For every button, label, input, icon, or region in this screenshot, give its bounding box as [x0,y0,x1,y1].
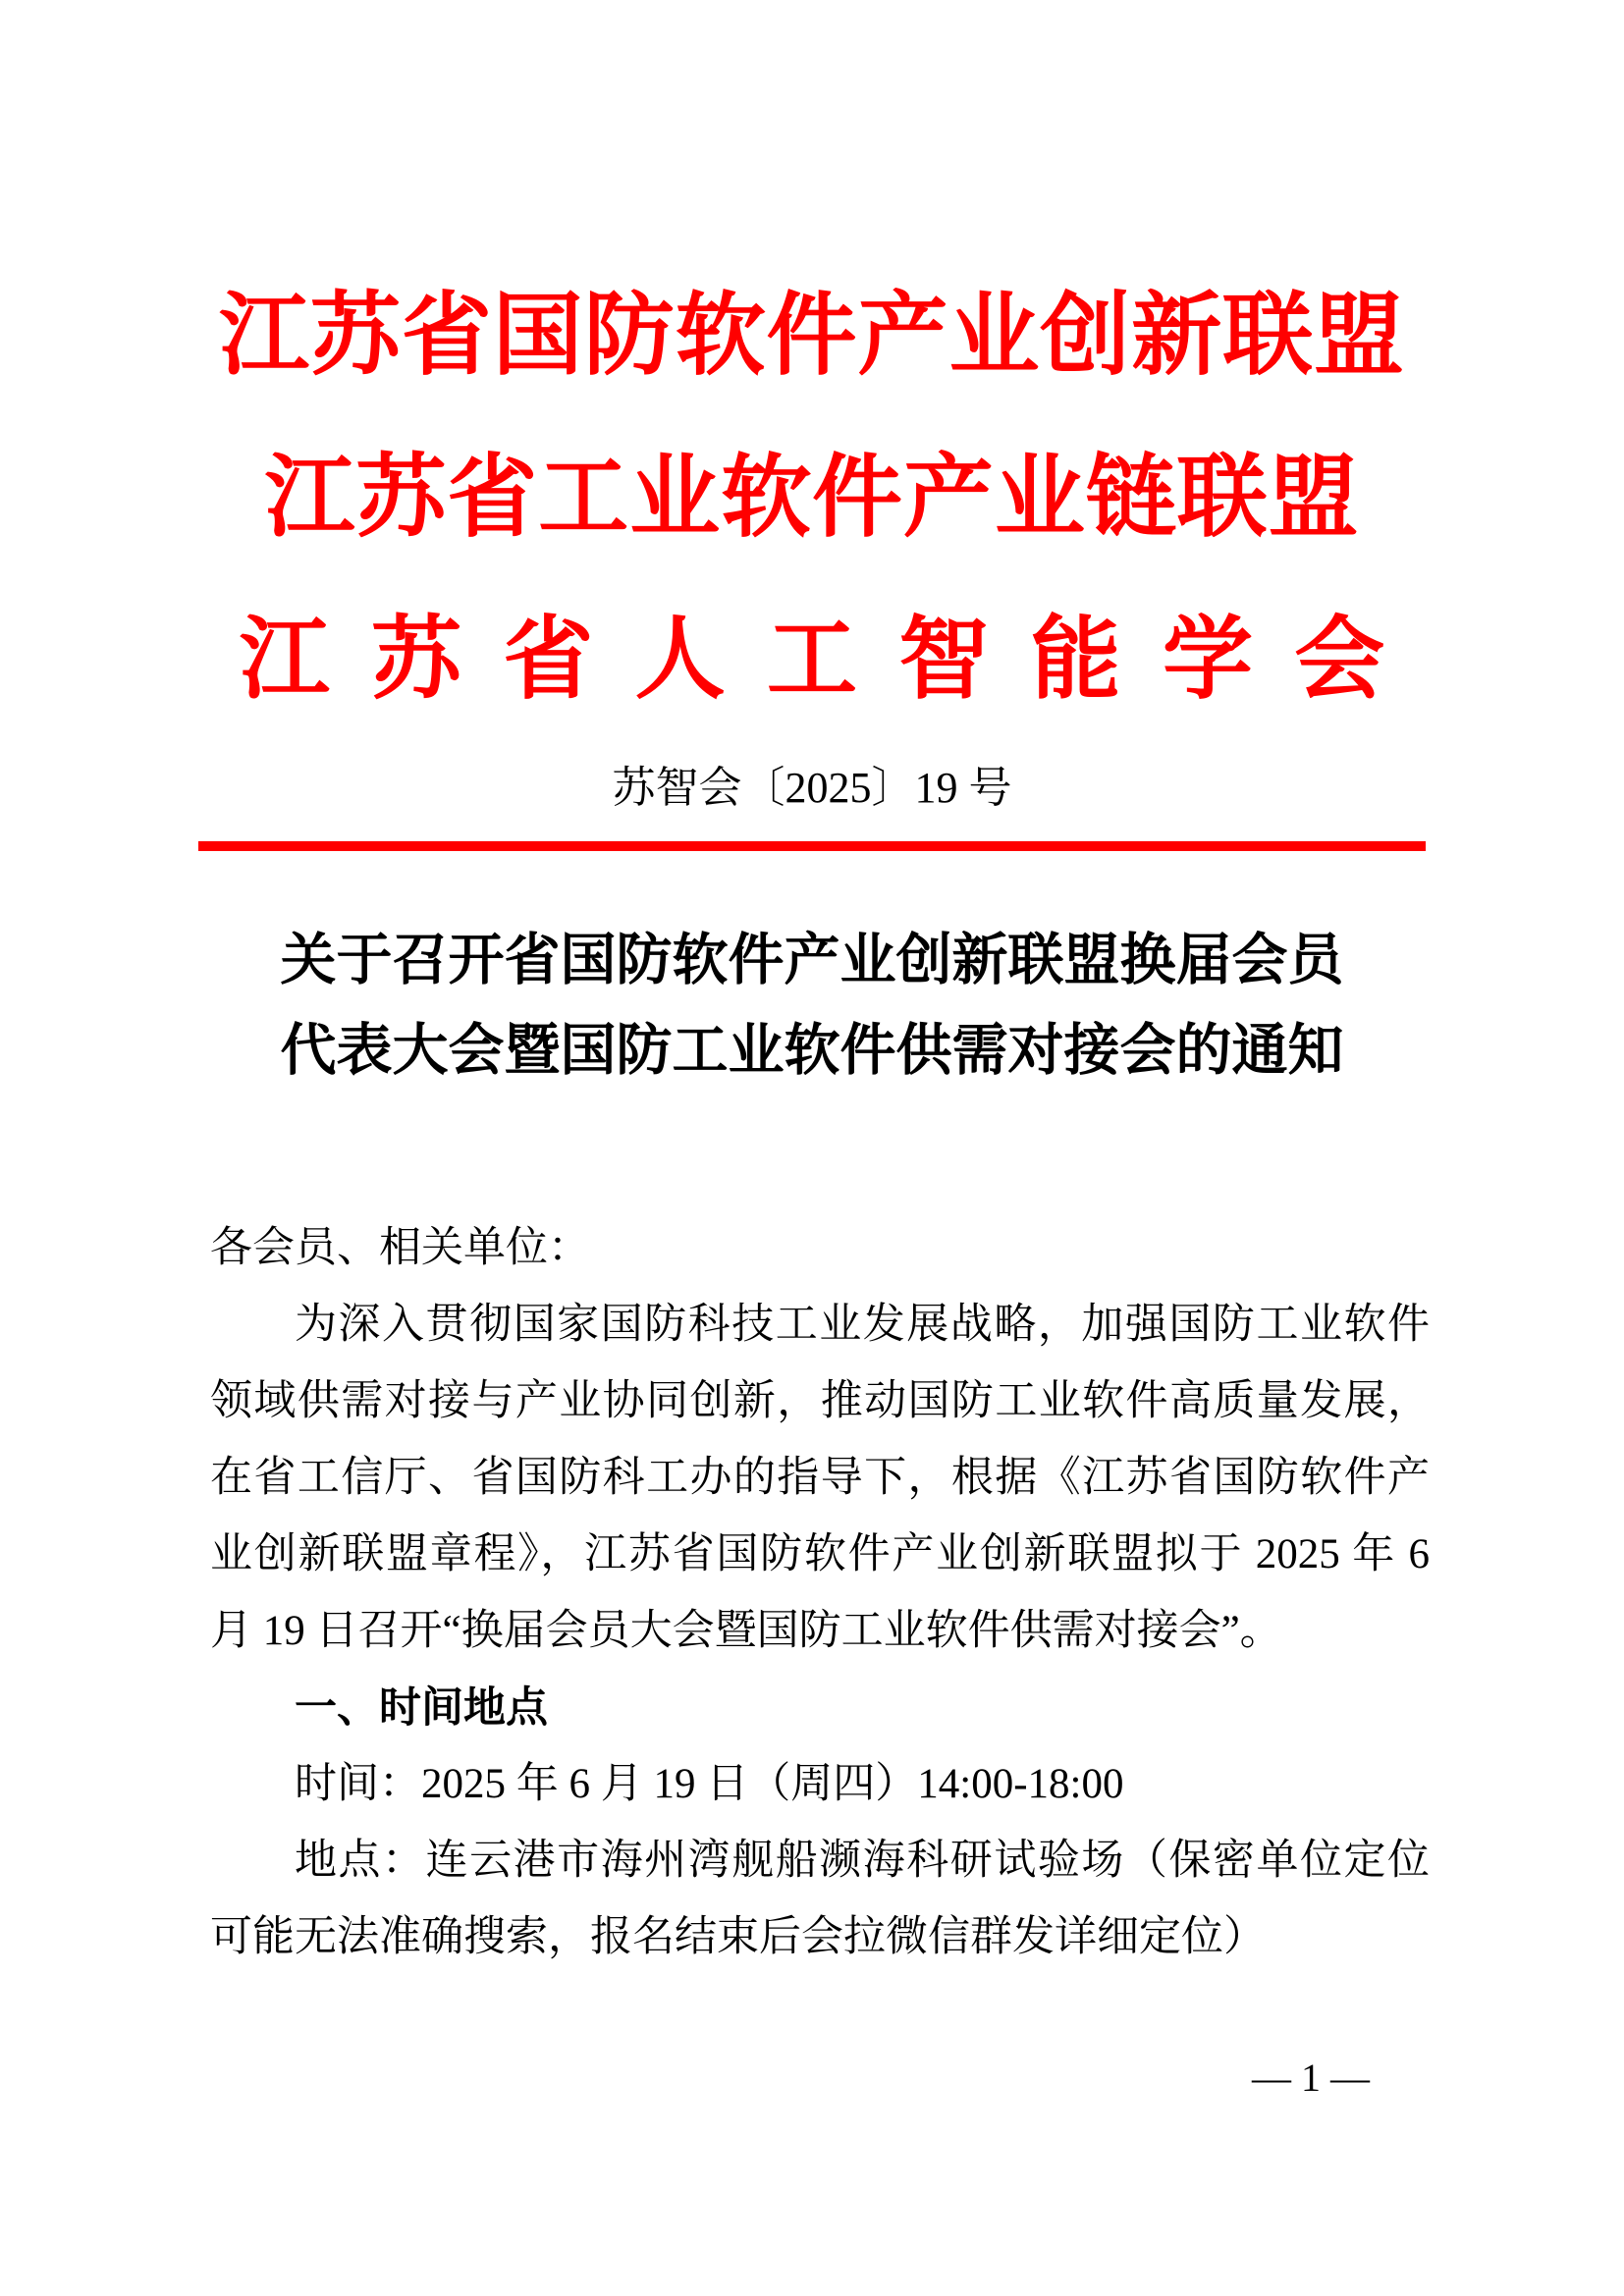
location-paragraph: 地点：连云港市海州湾舰船濒海科研试验场（保密单位定位可能无法准确搜索，报名结束后会拉微信群发详细定位） [210,1838,1430,1960]
red-separator-rule [198,841,1426,851]
notice-title [0,916,1624,1096]
letterhead [0,255,1624,741]
org-name-line-1: 江苏省国防软件产业创新联盟 [219,286,1405,386]
notice-title-line-2: 代表大会暨国防工业软件供需对接会的通知 [280,1020,1344,1082]
salutation: 各会员、相关单位： [210,1225,590,1271]
notice-body [0,1210,1624,1976]
org-name-line-2: 江苏省工业软件产业链联盟 [264,448,1360,548]
org-name-line-3: 江苏省人工智能学会 [239,610,1427,710]
page-number: — 1 — [1252,2056,1370,2100]
time-line: 时间：2025 年 6 月 19 日（周四）14:00-18:00 [295,1761,1124,1807]
document-number: 苏智会〔2025〕19 号 [612,764,1012,812]
section-heading-time-place: 一、时间地点 [295,1684,548,1732]
notice-title-line-1: 关于召开省国防软件产业创新联盟换届会员 [280,930,1344,991]
intro-paragraph: 为深入贯彻国家国防科技工业发展战略，加强国防工业软件领域供需对接与产业协同创新，推动国防工业软件高质量发展，在省工信厅、省国防科工办的指导下，根据《江苏省国防软件产业创新联盟章程》，江苏省国防软件产业创新联盟拟于 2025 年 6 月 19 日召开“换届会员大会暨国防工业软件供需对接会”。 [210,1302,1430,1654]
